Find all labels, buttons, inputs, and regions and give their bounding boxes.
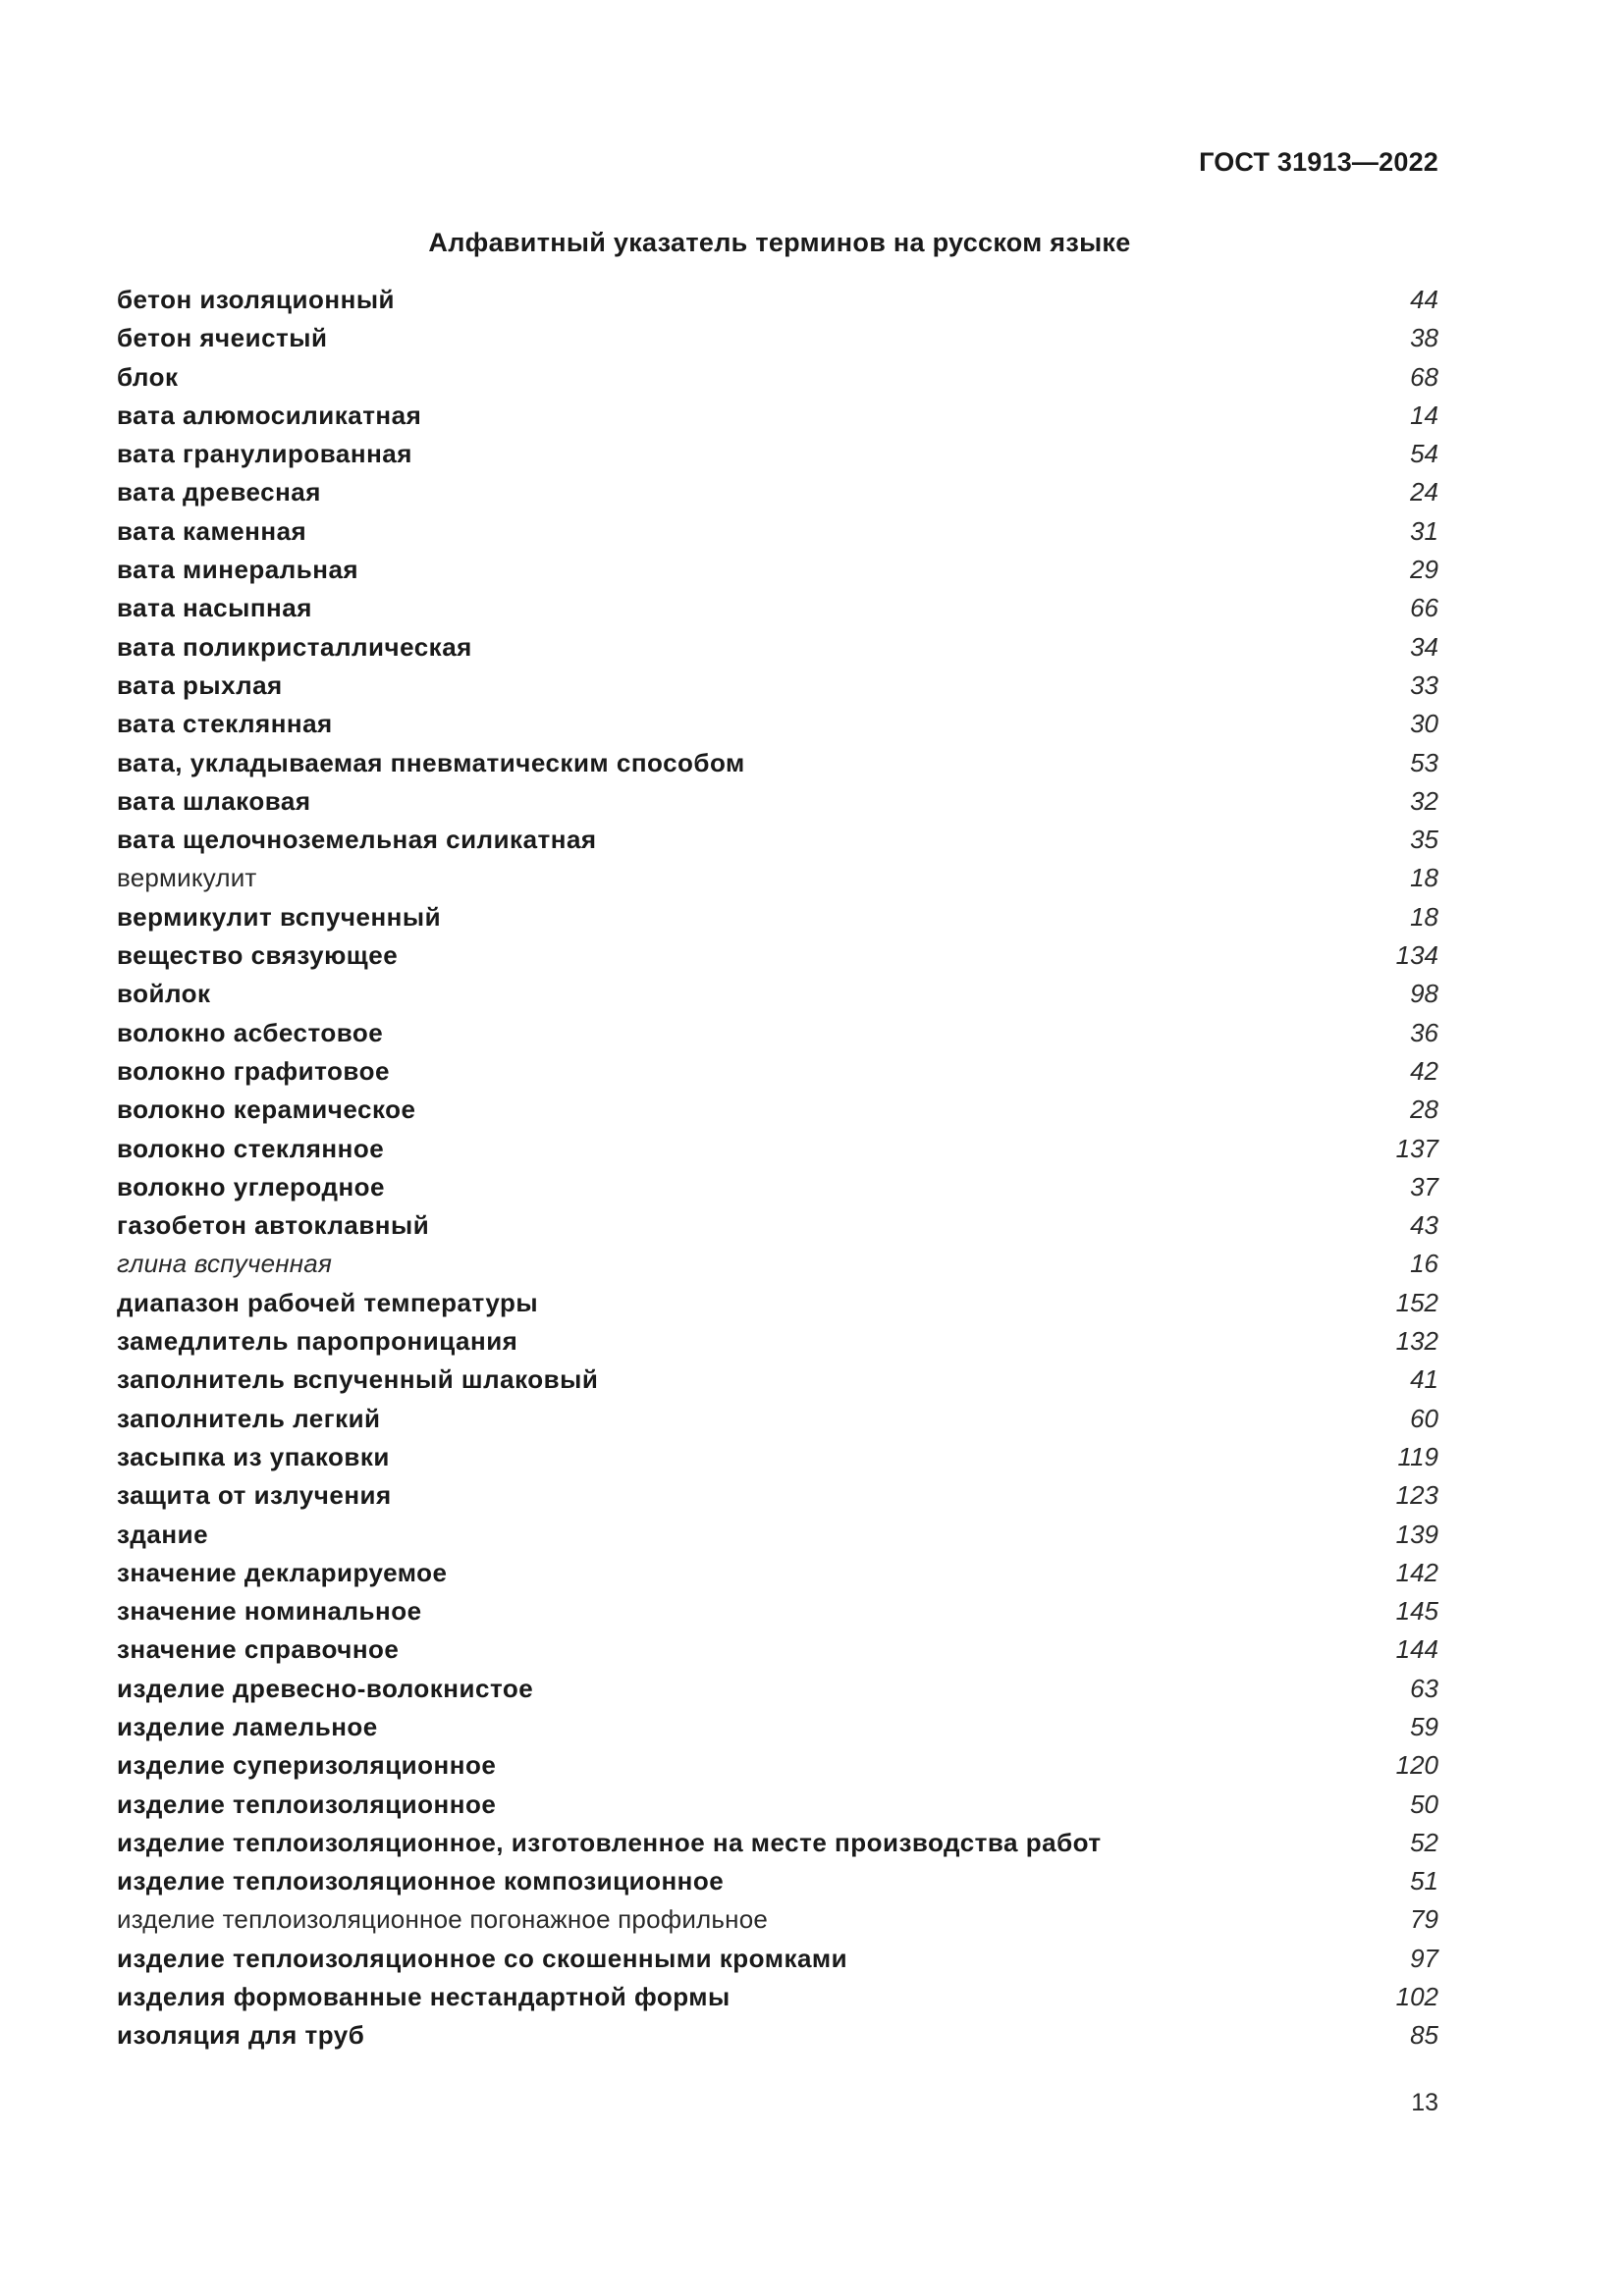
index-term-number: 44 — [1410, 285, 1438, 314]
index-term-number: 42 — [1410, 1055, 1438, 1086]
index-entry — [117, 2016, 1438, 2055]
index-term-number: 119 — [1397, 1441, 1438, 1471]
index-term: вата древесная — [117, 477, 321, 507]
term-index-list — [117, 281, 1438, 2056]
index-entry — [117, 1245, 1438, 1283]
index-entry — [117, 319, 1438, 357]
index-term-number: 145 — [1395, 1596, 1438, 1627]
index-term: здание — [117, 1519, 209, 1549]
index-entry — [117, 1554, 1438, 1592]
index-term: вата алюмосиликатная — [117, 400, 422, 430]
index-entry — [117, 551, 1438, 589]
index-entry — [117, 1824, 1438, 1862]
index-term: вермикулит вспученный — [117, 901, 442, 932]
index-term: изделия формованные нестандартной формы — [117, 1982, 731, 2012]
index-entry — [117, 1516, 1438, 1554]
index-term-number: 50 — [1410, 1789, 1438, 1819]
index-entry — [117, 1130, 1438, 1168]
index-entry — [117, 1052, 1438, 1091]
index-term: защита от излучения — [117, 1480, 392, 1511]
index-term-number: 38 — [1410, 323, 1438, 353]
index-term-number: 68 — [1410, 361, 1438, 392]
index-entry — [117, 435, 1438, 473]
index-term: вата гранулированная — [117, 439, 412, 469]
index-term: бетон изоляционный — [117, 285, 396, 314]
index-term: изделие теплоизоляционное композиционное — [117, 1866, 725, 1896]
index-entry — [117, 1630, 1438, 1669]
index-term: изделие ламельное — [117, 1711, 378, 1741]
index-term: вата насыпная — [117, 593, 312, 623]
index-term: вата каменная — [117, 515, 307, 546]
index-term: вата, укладываемая пневматическим способом — [117, 747, 745, 777]
index-term: заполнитель легкий — [117, 1403, 381, 1433]
index-term: изделие теплоизоляционное со скошенными кромками — [117, 1943, 848, 1973]
index-term-number: 52 — [1410, 1827, 1438, 1857]
index-term-number: 18 — [1410, 901, 1438, 932]
index-entry — [117, 1438, 1438, 1476]
index-entry — [117, 1862, 1438, 1900]
index-entry — [117, 1940, 1438, 1978]
index-term: значение справочное — [117, 1634, 400, 1665]
index-entry — [117, 281, 1438, 319]
index-term: изоляция для труб — [117, 2020, 365, 2051]
index-entry — [117, 1361, 1438, 1399]
index-term: волокно асбестовое — [117, 1017, 384, 1047]
index-entry — [117, 1670, 1438, 1708]
index-term-number: 137 — [1395, 1133, 1438, 1163]
index-term-number: 29 — [1410, 555, 1438, 585]
index-term-number: 14 — [1410, 400, 1438, 430]
index-entry — [117, 1322, 1438, 1361]
index-term-number: 32 — [1410, 785, 1438, 816]
index-term: изделие суперизоляционное — [117, 1750, 497, 1781]
index-term-number: 144 — [1395, 1634, 1438, 1665]
index-term: вата рыхлая — [117, 669, 283, 700]
index-term: вата минеральная — [117, 555, 359, 585]
index-term-number: 16 — [1410, 1249, 1438, 1279]
index-term-number: 134 — [1395, 940, 1438, 971]
index-term: заполнитель вспученный шлаковый — [117, 1364, 599, 1395]
index-term-number: 34 — [1410, 631, 1438, 662]
index-term: вата шлаковая — [117, 785, 311, 816]
document-code: ГОСТ 31913—2022 — [1199, 147, 1438, 177]
index-entry — [117, 589, 1438, 627]
index-entry — [117, 705, 1438, 743]
index-term-number: 59 — [1410, 1711, 1438, 1741]
index-term-number: 33 — [1410, 669, 1438, 700]
index-entry — [117, 1786, 1438, 1824]
index-term: значение номинальное — [117, 1596, 422, 1627]
index-term-number: 120 — [1395, 1750, 1438, 1781]
index-entry — [117, 898, 1438, 936]
index-entry — [117, 628, 1438, 667]
index-term-number: 41 — [1410, 1364, 1438, 1395]
index-term-number: 85 — [1410, 2020, 1438, 2051]
index-entry — [117, 397, 1438, 435]
index-term-number: 102 — [1395, 1982, 1438, 2012]
index-entry — [117, 936, 1438, 975]
index-term-number: 142 — [1395, 1557, 1438, 1587]
index-entry — [117, 1206, 1438, 1245]
index-term: волокно стеклянное — [117, 1133, 385, 1163]
index-entry — [117, 1978, 1438, 2016]
index-entry — [117, 821, 1438, 859]
index-term: диапазон рабочей температуры — [117, 1287, 539, 1317]
index-term-number: 53 — [1410, 747, 1438, 777]
index-term: глина вспученная — [117, 1249, 333, 1279]
index-term-number: 98 — [1410, 979, 1438, 1009]
index-entry — [117, 859, 1438, 897]
index-term-number: 139 — [1395, 1519, 1438, 1549]
index-term-number: 97 — [1410, 1943, 1438, 1973]
index-term-number: 60 — [1410, 1403, 1438, 1433]
index-term: изделие древесно-волокнистое — [117, 1673, 534, 1703]
index-term-number: 30 — [1410, 709, 1438, 739]
index-term-number: 28 — [1410, 1095, 1438, 1125]
index-term: засыпка из упаковки — [117, 1441, 390, 1471]
index-term: блок — [117, 361, 179, 392]
index-term: вата щелочноземельная силикатная — [117, 825, 597, 855]
index-term-number: 123 — [1395, 1480, 1438, 1511]
index-entry — [117, 1592, 1438, 1630]
index-term: бетон ячеистый — [117, 323, 328, 353]
index-entry — [117, 473, 1438, 511]
index-entry — [117, 512, 1438, 551]
index-term-number: 63 — [1410, 1673, 1438, 1703]
index-entry — [117, 1708, 1438, 1746]
index-entry — [117, 1014, 1438, 1052]
index-entry — [117, 782, 1438, 821]
index-term-number: 31 — [1410, 515, 1438, 546]
index-term-number: 66 — [1410, 593, 1438, 623]
index-term-number: 51 — [1410, 1866, 1438, 1896]
index-entry — [117, 1746, 1438, 1785]
index-term: волокно керамическое — [117, 1095, 416, 1125]
index-term-number: 132 — [1395, 1326, 1438, 1357]
index-term-number: 54 — [1410, 439, 1438, 469]
index-term: вещество связующее — [117, 940, 399, 971]
index-title: Алфавитный указатель терминов на русском языке — [428, 228, 1131, 257]
index-term: волокно углеродное — [117, 1171, 385, 1201]
index-entry — [117, 1168, 1438, 1206]
index-entry — [117, 1091, 1438, 1129]
index-term: изделие теплоизоляционное, изготовленное на месте производства работ — [117, 1827, 1102, 1857]
index-entry — [117, 358, 1438, 397]
index-entry — [117, 1900, 1438, 1939]
index-term-number: 79 — [1410, 1904, 1438, 1935]
index-term: войлок — [117, 979, 211, 1009]
index-entry — [117, 667, 1438, 705]
index-term: вермикулит — [117, 863, 257, 893]
index-term-number: 43 — [1410, 1210, 1438, 1241]
index-term: волокно графитовое — [117, 1055, 390, 1086]
index-entry — [117, 1476, 1438, 1515]
page-number: 13 — [1411, 2089, 1438, 2116]
index-term-number: 35 — [1410, 825, 1438, 855]
index-term: значение декларируемое — [117, 1557, 448, 1587]
index-entry — [117, 1284, 1438, 1322]
index-term: вата поликристаллическая — [117, 631, 472, 662]
index-entry — [117, 1400, 1438, 1438]
index-entry — [117, 975, 1438, 1013]
index-term-number: 37 — [1410, 1171, 1438, 1201]
index-term: замедлитель паропроницания — [117, 1326, 518, 1357]
index-term: газобетон автоклавный — [117, 1210, 430, 1241]
index-term: изделие теплоизоляционное — [117, 1789, 497, 1819]
index-term-number: 36 — [1410, 1017, 1438, 1047]
index-term: изделие теплоизоляционное погонажное профильное — [117, 1904, 769, 1935]
index-term-number: 152 — [1395, 1287, 1438, 1317]
index-entry — [117, 744, 1438, 782]
index-term-number: 24 — [1410, 477, 1438, 507]
index-term-number: 18 — [1410, 863, 1438, 893]
index-term: вата стеклянная — [117, 709, 333, 739]
